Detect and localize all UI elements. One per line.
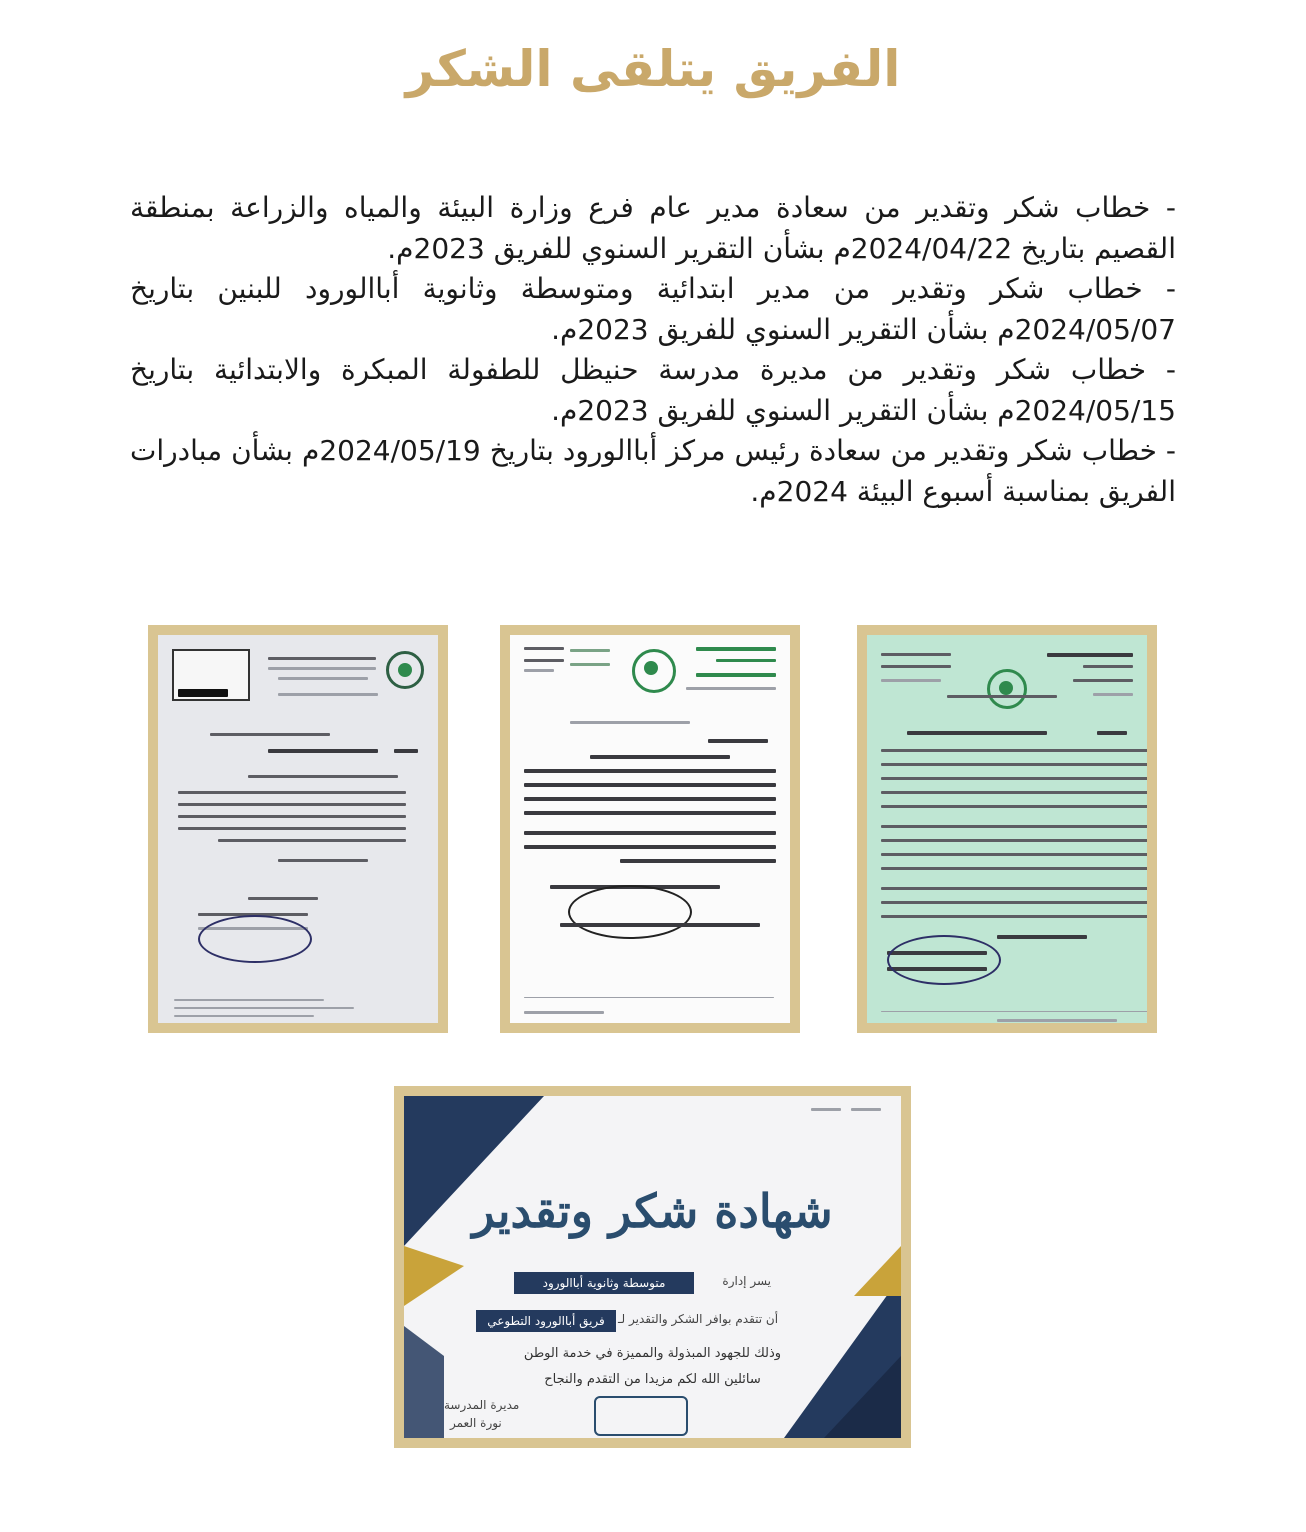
letter-item: - خطاب شكر وتقدير من مديرة مدرسة حنيظل للطفولة المبكرة والابتدائية بتاريخ 2024/05/15م بشأن التقرير السنوي للفريق 2023م.: [130, 353, 1176, 427]
letter-paper: [867, 635, 1147, 1023]
letter-photo-center: [857, 625, 1157, 1033]
emblem-icon: [632, 649, 676, 693]
signature: [568, 885, 692, 939]
signature: [887, 935, 1001, 985]
certificate-line-label: يسر إدارة: [722, 1274, 771, 1288]
letter-photo-environment: [148, 625, 448, 1033]
certificate-photo: [394, 1086, 911, 1448]
letter-item: - خطاب شكر وتقدير من مدير ابتدائية ومتوسطة وثانوية أباالورود للبنين بتاريخ 2024/05/07م بشأن التقرير السنوي للفريق 2023م.: [130, 272, 1176, 346]
signer-title: مديرة المدرسة: [444, 1398, 520, 1412]
letter-photo-qassim: [500, 625, 800, 1033]
letter-item: - خطاب شكر وتقدير من سعادة مدير عام فرع وزارة البيئة والمياه والزراعة بمنطقة القصيم بتاريخ 2024/04/22م بشأن التقرير السنوي للفريق 2023م.: [130, 191, 1176, 265]
certificate-line-label: أن تتقدم بوافر الشكر والتقدير لـ: [618, 1312, 779, 1326]
certificate-text: سائلين الله لكم مزيدا من التقدم والنجاح: [544, 1372, 761, 1387]
emblem-icon: [987, 669, 1027, 709]
certificate-stamp: [594, 1396, 688, 1436]
letter-item: - خطاب شكر وتقدير من سعادة رئيس مركز أباالورود بتاريخ 2024/05/19م بشأن مبادرات الفريق بمناسبة أسبوع البيئة 2024م.: [130, 434, 1177, 508]
signer-name: نورة العمر: [450, 1416, 502, 1430]
certificate: [404, 1096, 901, 1438]
emblem-icon: [386, 651, 424, 689]
letter-paper: [510, 635, 790, 1023]
signature: [198, 915, 312, 963]
certificate-text: وذلك للجهود المبذولة والمميزة في خدمة الوطن: [523, 1346, 782, 1361]
letter-paper: [158, 635, 438, 1023]
certificate-title: شهادة شكر وتقدير: [472, 1184, 833, 1238]
page-title: الفريق يتلقى الشكر: [405, 40, 901, 98]
letters-list: [130, 188, 1176, 512]
team-name-bar: فريق أباالورود التطوعي: [476, 1310, 616, 1332]
school-name-bar: متوسطة وثانوية أباالورود: [514, 1272, 694, 1294]
